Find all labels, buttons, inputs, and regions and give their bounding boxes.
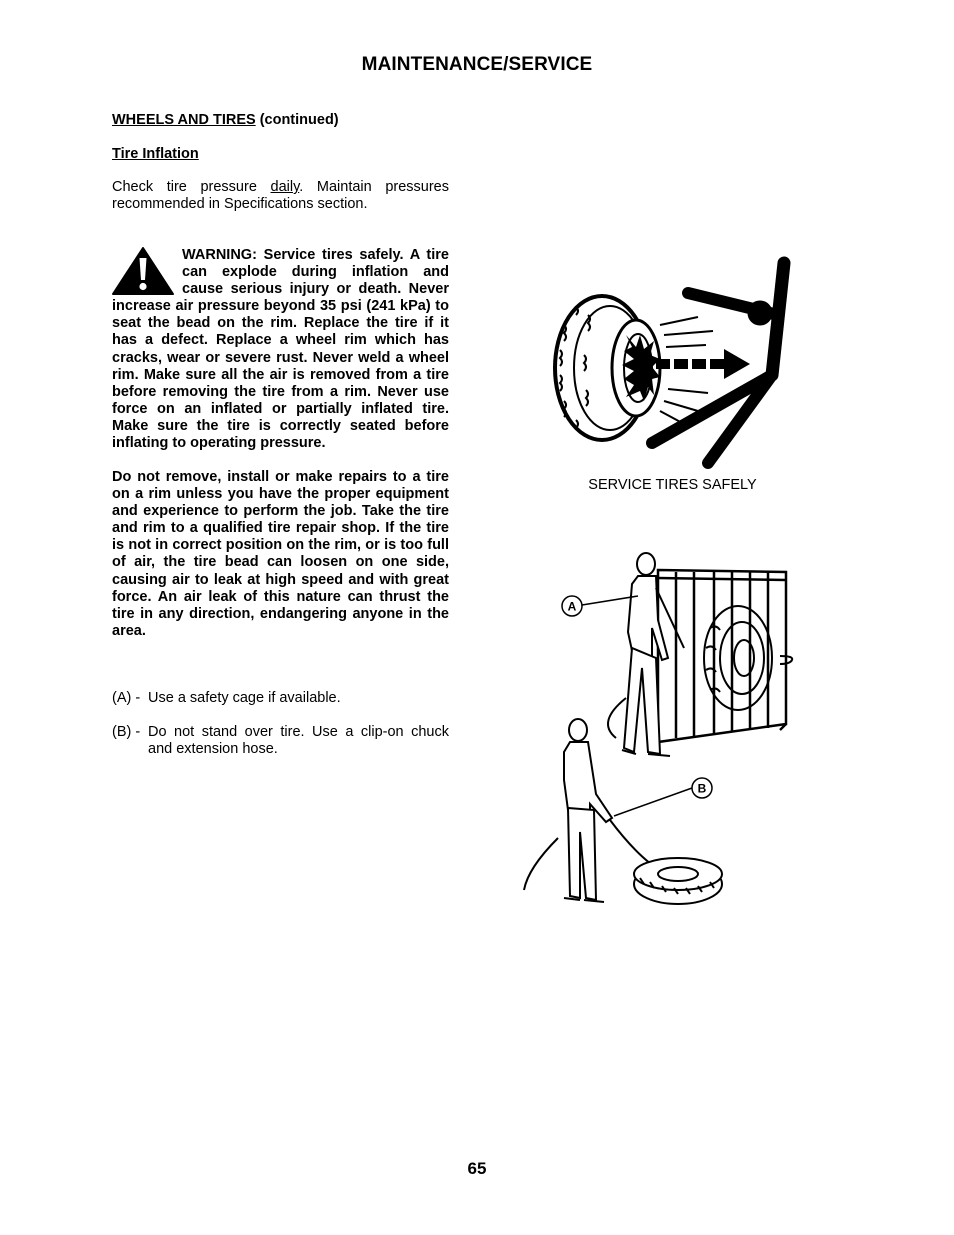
tire-explosion-illustration: [548, 255, 800, 470]
list-item-a: [112, 690, 449, 707]
person-at-cage: [622, 553, 684, 756]
list-item-b: [112, 724, 449, 758]
list-item-b-text: Do not stand over tire. Use a clip-on chuck: [148, 724, 449, 740]
person-inflating-tire: [564, 719, 612, 902]
section-heading: [112, 112, 339, 128]
intro-text-after: . Maintain pressures recommended in Specifications section.: [112, 179, 449, 212]
subheading-tire-inflation: Tire Inflation: [112, 146, 199, 162]
safety-cage-illustration: [518, 548, 800, 913]
figure-caption-service-tires: SERVICE TIRES SAFELY: [588, 477, 757, 493]
safety-cage: [652, 570, 786, 748]
intro-text-before: Check tire pressure: [112, 179, 271, 195]
section-heading-underlined: WHEELS AND TIRES: [112, 112, 256, 128]
list-item-b-continuation: and extension hose.: [148, 741, 278, 757]
list-item-a-text: Use a safety cage if available.: [148, 690, 341, 706]
intro-paragraph: [112, 179, 449, 213]
list-item-b-label: (B) -: [112, 724, 141, 740]
callout-b-label: B: [697, 781, 707, 796]
page-number: 65: [467, 1159, 487, 1178]
list-item-a-label: (A) -: [112, 690, 141, 706]
warning-text-block: [112, 247, 449, 452]
warning-text: WARNING: Service tires safely. A tire can explode during inflation and cause serious injury or death. Never increase air pressure beyond 35 psi (241 kPa) to seat the bead on the rim. Replace the tire if it has a defect. Replace a wheel rim which has cracks, wear or severe rust. Never weld a wheel rim. Make sure all the air is removed from a tire before removing the tire from a rim. Never use force on an inflated or partially inflated tire. Make sure the tire is correctly seated before inflating to operating pressure.: [112, 247, 449, 452]
section-heading-suffix: (continued): [255, 112, 339, 128]
page-title: MAINTENANCE/SERVICE: [361, 54, 593, 75]
ground-tire: [634, 858, 722, 904]
callout-a-label: A: [567, 599, 577, 614]
intro-text-underlined: daily: [270, 179, 300, 195]
warning-paragraph-2: Do not remove, install or make repairs to a tire on a rim unless you have the proper equipment and experience to perform the job. Take the tire and rim to a qualified tire repair shop. If the tire is not in correct position on the rim, or is too full of air, the tire bead can loosen on one side, causing air to leak at high speed and with great force. An air leak of this nature can thrust the tire in any direction, endangering anyone in the area.: [112, 469, 449, 639]
callout-b-leader: [614, 788, 692, 816]
